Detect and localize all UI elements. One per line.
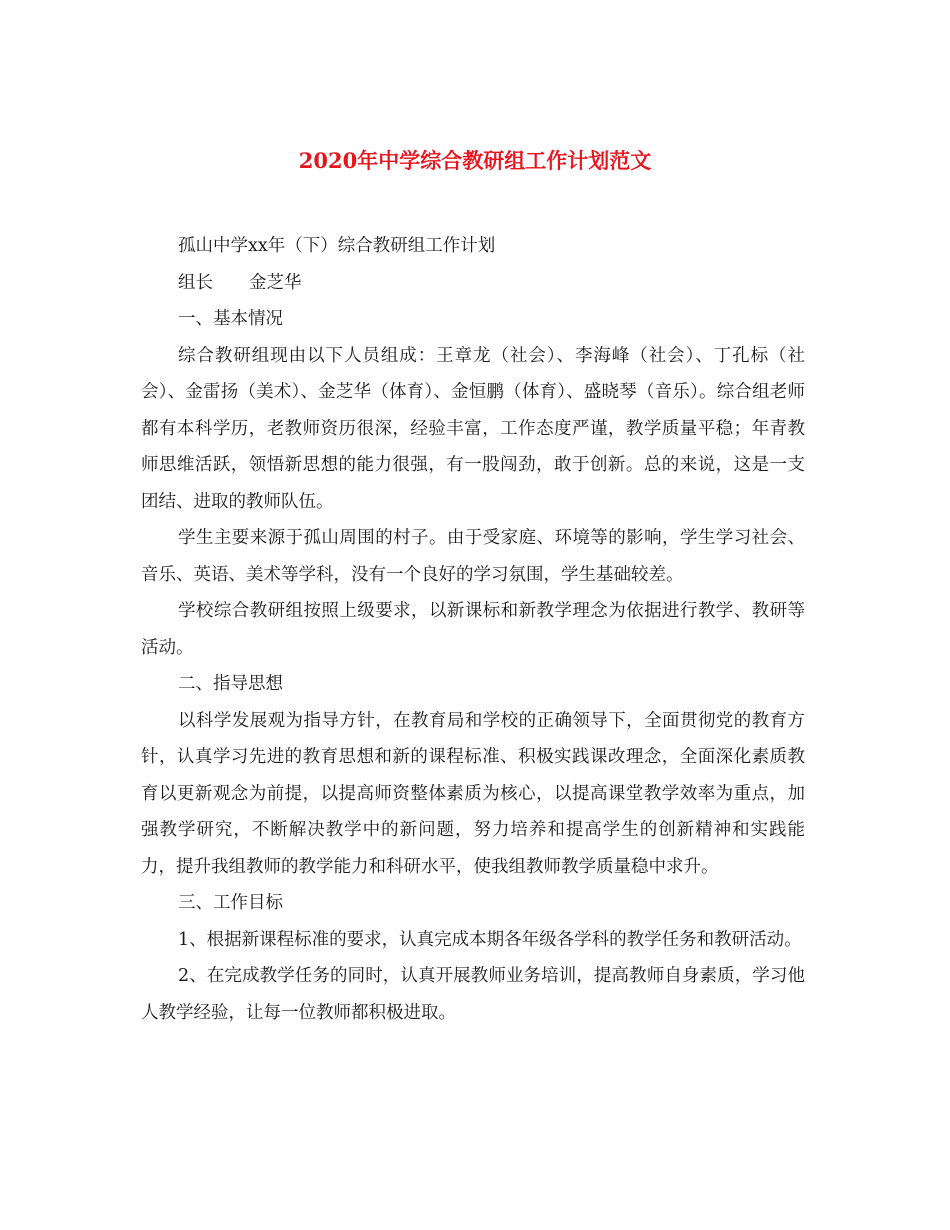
section-heading-guiding-ideology: 二、指导思想 [178,674,283,694]
group-leader-line [141,265,805,302]
document-body [141,228,805,1031]
paragraph-requirements: 学校综合教研组按照上级要求，以新课标和新教学理念为依据进行教学、教研等活动。 [141,601,805,658]
paragraph-members: 综合教研组现由以下人员组成：王章龙（社会）、李海峰（社会）、丁孔标（社会）、金雷扬（美术）、金芝华（体育）、金恒鹏（体育）、盛晓琴（音乐）。综合组老师都有本科学历，老教师资历很深，经验丰富，工作态度严谨，教学质量平稳；年青教师思维活跃，领悟新思想的能力很强，有一股闯劲，敢于创新。总的来说，这是一支团结、进取的教师队伍。 [141,345,805,512]
paragraph-guiding-ideology: 以科学发展观为指导方针，在教育局和学校的正确领导下，全面贯彻党的教育方针，认真学习先进的教育思想和新的课程标准、积极实践课改理念，全面深化素质教育以更新观念为前提，以提高师资整体素质为核心，以提高课堂教学效率为重点，加强教学研究，不断解决教学中的新问题，努力培养和提高学生的创新精神和实践能力，提升我组教师的教学能力和科研水平，使我组教师教学质量稳中求升。 [141,710,805,877]
paragraph-goal-2: 2、在完成教学任务的同时，认真开展教师业务培训，提高教师自身素质，学习他人教学经验，让每一位教师都积极进取。 [141,966,805,1023]
leader-label: 组长 [178,272,213,293]
section-heading-basic-situation: 一、基本情况 [178,309,283,329]
document-title: 2020年中学综合教研组工作计划范文 [298,148,652,173]
section-heading-work-goals: 三、工作目标 [178,893,283,913]
paragraph-goal-1: 1、根据新课程标准的要求，认真完成本期各年级各学科的教学任务和教研活动。 [178,929,802,950]
paragraph-students: 学生主要来源于孤山周围的村子。由于受家庭、环境等的影响，学生学习社会、音乐、英语、美术等学科，没有一个良好的学习氛围，学生基础较差。 [141,528,805,585]
plan-subtitle: 孤山中学xx年（下）综合教研组工作计划 [178,236,496,256]
leader-name: 金芝华 [249,272,302,293]
